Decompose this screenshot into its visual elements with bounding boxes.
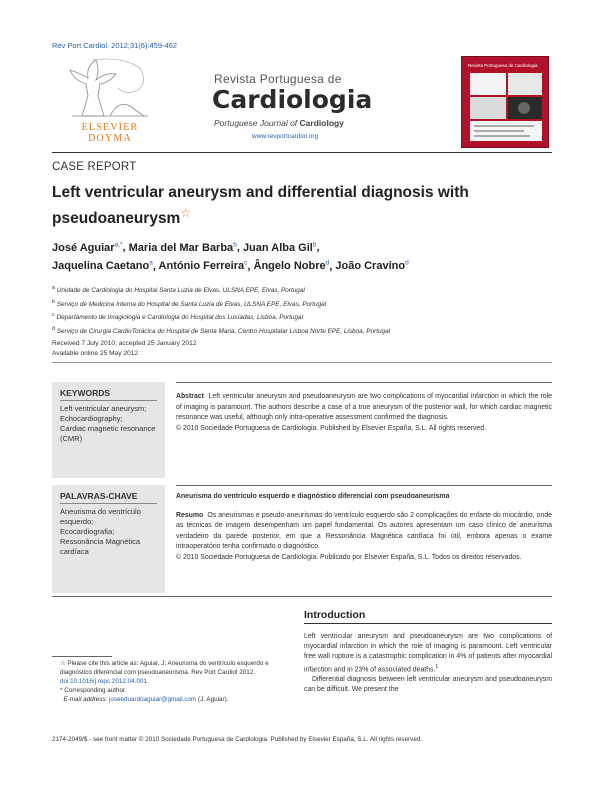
- affiliations: [52, 283, 552, 338]
- affiliation: $^b$ Serviço de Medicina Interna do Hospital de Santa Luzia de Elvas, ULSNA EPE, Elvas, Portugal: [52, 298, 327, 308]
- palavras-heading: PALAVRAS-CHAVE: [60, 491, 157, 504]
- publisher-name: ELSEVIER: [81, 122, 139, 133]
- publisher-name-2: DOYMA: [88, 133, 132, 144]
- author[interactable]: Ângelo Nobre$^d$: [253, 259, 330, 273]
- article-title: Left ventricular aneurysm and differential diagnosis with pseudoaneurysm☆: [52, 184, 469, 228]
- author[interactable]: José Aguiar$^{a,*}$: [52, 241, 123, 254]
- abstract-copyright: © 2010 Sociedade Portuguesa de Cardiologia. Published by Elsevier España, S.L. All rights reserved.: [176, 424, 486, 432]
- abstract-label: Abstract: [176, 393, 204, 400]
- online-date: Available online 25 May 2012: [52, 350, 139, 357]
- journal-citation[interactable]: Rev Port Cardiol. 2012;31(6):459-462: [52, 41, 178, 50]
- reference-link[interactable]: 1: [435, 664, 439, 670]
- article-type: CASE REPORT: [52, 161, 137, 173]
- footnotes: [60, 659, 280, 704]
- keyword: Echocardiography;: [60, 414, 123, 423]
- article-dates: [52, 339, 196, 359]
- keyword: Ressonância Magnética cardíaca: [60, 537, 141, 556]
- title-footnote-mark[interactable]: ☆: [180, 206, 192, 220]
- affiliation: $^a$ Unidade de Cardiologia do Hospital Santa Luzia de Elvas, ULSNA EPE, Elvas, Portugal: [52, 285, 305, 295]
- introduction-underline: [304, 623, 552, 624]
- resumo-label: Resumo: [176, 511, 204, 519]
- email-line: E-mail address: joseeduardoaguiar@gmail.com (J. Aguiar).: [63, 696, 229, 703]
- abstract-pt: [176, 492, 552, 563]
- doi-link[interactable]: doi:10.1016/j.repc.2012.04.001: [60, 678, 147, 685]
- footnote-divider: [52, 656, 112, 657]
- introduction-body: [304, 632, 552, 695]
- journal-header: [52, 56, 552, 148]
- paragraph: Differential diagnosis between left ventricular aneurysm and pseudoaneurysm can be difficult. We present the: [304, 676, 552, 694]
- keyword: Ecocardiografia;: [60, 527, 115, 536]
- keyword: Cardiac magnetic resonance (CMR): [60, 424, 156, 443]
- affiliation: $^c$ Departamento de Imagiologia e Cardiologia do Hospital dos Lusíadas, Lisboa, Portugal: [52, 312, 304, 322]
- keywords-heading: KEYWORDS: [60, 388, 157, 401]
- keyword: Aneurisma do ventrículo esquerdo;: [60, 507, 141, 526]
- resumo-title: Aneurisma do ventrículo esquerdo e diagnóstico diferencial com pseudoaneurisma: [176, 493, 450, 500]
- corresponding-author: * Corresponding author.: [60, 687, 127, 694]
- journal-title: Cardiologia: [212, 85, 373, 114]
- abstract-en: [176, 392, 552, 434]
- author[interactable]: António Ferreira$^c$: [158, 259, 248, 273]
- keywords-box: [52, 382, 165, 478]
- header-divider: [52, 152, 552, 153]
- abstract-bottom-line: [52, 596, 552, 597]
- email-link[interactable]: joseeduardoaguiar@gmail.com: [109, 696, 197, 703]
- resumo-copyright: © 2010 Sociedade Portuguesa de Cardiologia. Publicado por Elsevier España, S.L. Todos os direitos reservados.: [176, 553, 522, 561]
- journal-cover-image: [461, 56, 549, 148]
- dates-divider: [52, 362, 552, 363]
- author[interactable]: Jaquelina Caetano$^a$: [52, 259, 153, 273]
- journal-subtitle: Portuguese Journal of Cardiology: [214, 118, 344, 128]
- front-matter-note: 2174-2049/$ - see front matter © 2010 Sociedade Portuguesa de Cardiologia. Published by Elsevier España, S.L. All rights reserved.: [52, 736, 423, 743]
- resumo-text: Os aneurismas e pseudo-aneurismas do ventrículo esquerdo são 2 complicações do enfarte do miocárdio, onde as técnicas de imagem desempenham um papel fundamental. Os autores apresentam um caso clínico de aneurisma verdadeiro da parede posterior, em que a Ressonância Magnética cardíaca foi útil, embora apenas o exame intraoperatório tenha confirmado o diagnóstico.: [176, 511, 552, 550]
- paragraph: Left ventricular aneurysm and pseudoaneurysm are two complications of myocardial infarction in which the role of imaging is paramount. Left ventricular free wall rupture is a catastrophic complication in 4% of patients after myocardial infarction and in 23% of associated deaths.$^1$: [304, 633, 552, 674]
- keyword: Left ventricular aneurysm;: [60, 404, 147, 413]
- palavras-chave-box: [52, 485, 165, 593]
- author[interactable]: Juan Alba Gil$^b$: [242, 241, 317, 254]
- author-list: José Aguiar$^{a,*}$, Maria del Mar Barba$^b$, Juan Alba Gil$^b$, Jaquelina Caetano$^a$, António Ferreira$^c$, Ângelo Nobre$^d$, João Cravino$^d$: [52, 241, 409, 273]
- cite-footnote: ☆ Please cite this article as: Aguiar, J; Aneurisma do ventrículo esquerdo e diagnóstico diferencial com pseudoaneurisma. Rev Port Cardiol 2012. doi:10.1016/j.repc.2012.04.001.: [60, 660, 269, 685]
- author[interactable]: Maria del Mar Barba$^b$: [128, 241, 237, 254]
- introduction-heading: Introduction: [304, 609, 366, 621]
- resumo-top-line: [176, 485, 552, 486]
- abstract-text: Left ventricular aneurysm and pseudoaneurysm are two complications of myocardial infarction in which the role of imaging is paramount. The authors describe a case of a true aneurysm of the posterior wall, for which cardiac magnetic resonance was useful, although only intra-operative assessment confirmed the diagnosis.: [176, 393, 552, 421]
- abstract-top-line: [176, 382, 552, 383]
- affiliation: $^d$ Serviço de Cirurgia CardioTorácica do Hospital de Santa Maria, Centro Hospitalar Lisboa Norte EPE, Lisboa, Portugal: [52, 325, 391, 335]
- author[interactable]: João Cravino$^d$: [335, 259, 409, 273]
- cover-title: Revista Portuguesa de Cardiologia: [468, 63, 538, 68]
- received-date: Received 7 July 2010; accepted 25 January 2012: [52, 340, 197, 347]
- journal-title-line1: Revista Portuguesa de: [214, 72, 342, 86]
- elsevier-logo: [52, 56, 170, 146]
- journal-url[interactable]: www.revportcardiol.org: [252, 133, 319, 140]
